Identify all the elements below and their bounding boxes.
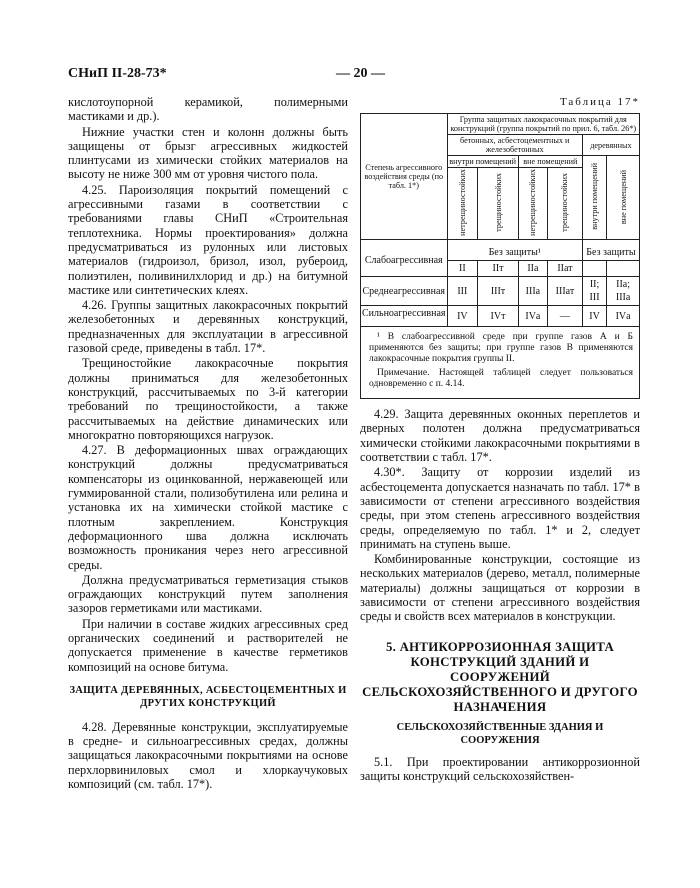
table-cell: IIт [478, 261, 519, 277]
document-code: СНиП II-28-73* [68, 66, 167, 81]
table-cell: IIа; IIIа [607, 277, 640, 306]
paragraph-4-28: 4.28. Деревянные конструкции, эксплуатируемые в средне- и сильноагрессивных средах, должны защищаться лакокрасочными покрытиями на основе перхлорвиниловых смол и хлоркаучуковых композиций (см. табл. 17*). [68, 719, 348, 792]
paragraph-4-26: 4.26. Группы защитных лакокрасочных покрытий железобетонных и деревянных конструкций, предназначенных для эксплуатации в агрессивной газовой среде, приведены в табл. 17*. [68, 298, 348, 356]
paragraph: Нижние участки стен и колонн должны быть защищены от брызг агрессивных жидкостей плинтусами из химически стойких материалов на высоту не ниже 300 мм от уровня чистого пола. [68, 124, 348, 182]
row-label-weak: Слабоагрессивная [361, 240, 448, 277]
header-wood-inside: внутри помещений [590, 163, 600, 231]
table-caption: Таблица 17* [559, 96, 640, 108]
row-label-medium: Среднеагрессивная [361, 277, 448, 306]
paragraph-4-29: 4.29. Защита деревянных оконных переплетов и дверных полотен должна предусматриваться химически стойкими лакокрасочными покрытиями в соответствии с табл. 17*. [360, 407, 640, 465]
table-cell: IIат [547, 261, 582, 277]
header-crack-outside: трещиностойких [560, 173, 570, 233]
table-cell: IVа [518, 306, 547, 327]
header-noncrack-outside: нетрещиностойких [528, 169, 538, 237]
header-wood-outside: вне помещений [618, 169, 628, 224]
paragraph-4-25: 4.25. Пароизоляция покрытий помещений с агрессивными газами в соответствии с требованиями главы СНиП «Строительная теплотехника. Нормы проектирования» должна предусматриваться из рулонных или листовых материалов (гидроизол, бризол, изол, рубероид, полиэтилен, поливинилхлорид и др.) на битумной мастике или синтетических клеях. [68, 182, 348, 297]
subheading-wood-asbestos: ЗАЩИТА ДЕРЕВЯННЫХ, АСБЕСТОЦЕМЕНТНЫХ И ДРУГИХ КОНСТРУКЦИЙ [69, 684, 347, 709]
table-notes [360, 327, 640, 399]
page-number: — 20 — [336, 66, 385, 81]
header-outside: вне помещений [518, 156, 582, 168]
table-remark: Примечание. Настоящей таблицей следует пользоваться одновременно с п. 4.14. [369, 368, 633, 390]
table-cell: IIIат [547, 277, 582, 306]
table-cell: III [447, 277, 478, 306]
table-footnote: ¹ В слабоагрессивной среде при группе газов А и Б применяются без защиты; при группе газов В применяются лакокрасочные покрытия группы II. [369, 332, 633, 365]
table-cell: IIIт [478, 277, 519, 306]
table-cell: IV [582, 306, 606, 327]
table-17 [360, 113, 640, 327]
header-wood: деревянных [582, 135, 639, 156]
section-heading-5: 5. АНТИКОРРОЗИОННАЯ ЗАЩИТА КОНСТРУКЦИЙ ЗДАНИЙ И СООРУЖЕНИЙ СЕЛЬСКОХОЗЯЙСТВЕННОГО И ДРУГОГО НАЗНАЧЕНИЯ [362, 639, 638, 714]
table-cell: IIIа [518, 277, 547, 306]
table-cell: IVа [607, 306, 640, 327]
cell-weak-concrete: Без защиты¹ [447, 240, 582, 261]
paragraph-4-27: 4.27. В деформационных швах ограждающих конструкций должны предусматриваться компенсаторы из оцинкованной, нержавеющей или гуммированной стали, полизобутилена или релина и установка их на химически стойкой мастике с плотным закреплением. Конструкция деформационного шва должна исключать возможность проникания через него агрессивной среды. [68, 443, 348, 572]
page-header [68, 66, 640, 86]
table-cell: IIа [518, 261, 547, 277]
paragraph: Должна предусматриваться герметизация стыков ограждающих конструкций путем заполнения зазоров герметиками или мастиками. [68, 572, 348, 616]
row-label-strong: Сильноагрессивная [361, 306, 448, 327]
right-column [360, 95, 640, 784]
paragraph: Комбинированные конструкции, состоящие из нескольких материалов (дерево, металл, полимерные материалы) должны защищаться от коррозии в зависимости от степени агрессивного воздействия среды и свойств всех материалов в конструкции. [360, 552, 640, 624]
cell-weak-wood: Без защиты [582, 240, 639, 261]
header-concrete: бетонных, асбестоцементных и железобетонных [447, 135, 582, 156]
table-cell: II [447, 261, 478, 277]
paragraph: Трещиностойкие лакокрасочные покрытия должны приниматься для железобетонных конструкций, рассчитываемых по 3-й категории требований по трещиностойкости, а также рассчитываемых на действие динамических или многократно повторяющихся нагрузок. [68, 356, 348, 442]
subheading-agricultural: СЕЛЬСКОХОЗЯЙСТВЕННЫЕ ЗДАНИЯ И СООРУЖЕНИЯ [396, 721, 604, 746]
table-cell: II; III [582, 277, 606, 306]
header-inside: внутри помещений [447, 156, 518, 168]
paragraph-4-30: 4.30*. Защиту от коррозии изделий из асбестоцемента допускается назначать по табл. 17* в зависимости от степени агрессивного воздействия среды, при этом степень агрессивного воздействия среды, определяемую по табл. 1* и 2, следует принимать на ступень выше. [360, 465, 640, 551]
paragraph: кислотоупорной керамикой, полимерными мастиками и др.). [68, 95, 348, 124]
table-cell: IVт [478, 306, 519, 327]
left-column [68, 95, 348, 792]
header-noncrack-inside: нетрещиностойких [457, 169, 467, 237]
header-crack-inside: трещиностойких [493, 173, 503, 233]
paragraph-5-1: 5.1. При проектировании антикоррозионной защиты конструкций сельскохозяйствен- [360, 754, 640, 783]
header-degree: Степень агрессивного воздействия среды (по табл. 1*) [361, 114, 448, 240]
header-group: Группа защитных лакокрасочных покрытий для конструкций (группа покрытий по прил. 6, табл. 26*) [447, 114, 640, 135]
table-cell: IV [447, 306, 478, 327]
paragraph: При наличии в составе жидких агрессивных сред органических соединений и растворителей не допускается применение в качестве герметиков композиций на основе битума. [68, 616, 348, 674]
table-cell: — [547, 306, 582, 327]
